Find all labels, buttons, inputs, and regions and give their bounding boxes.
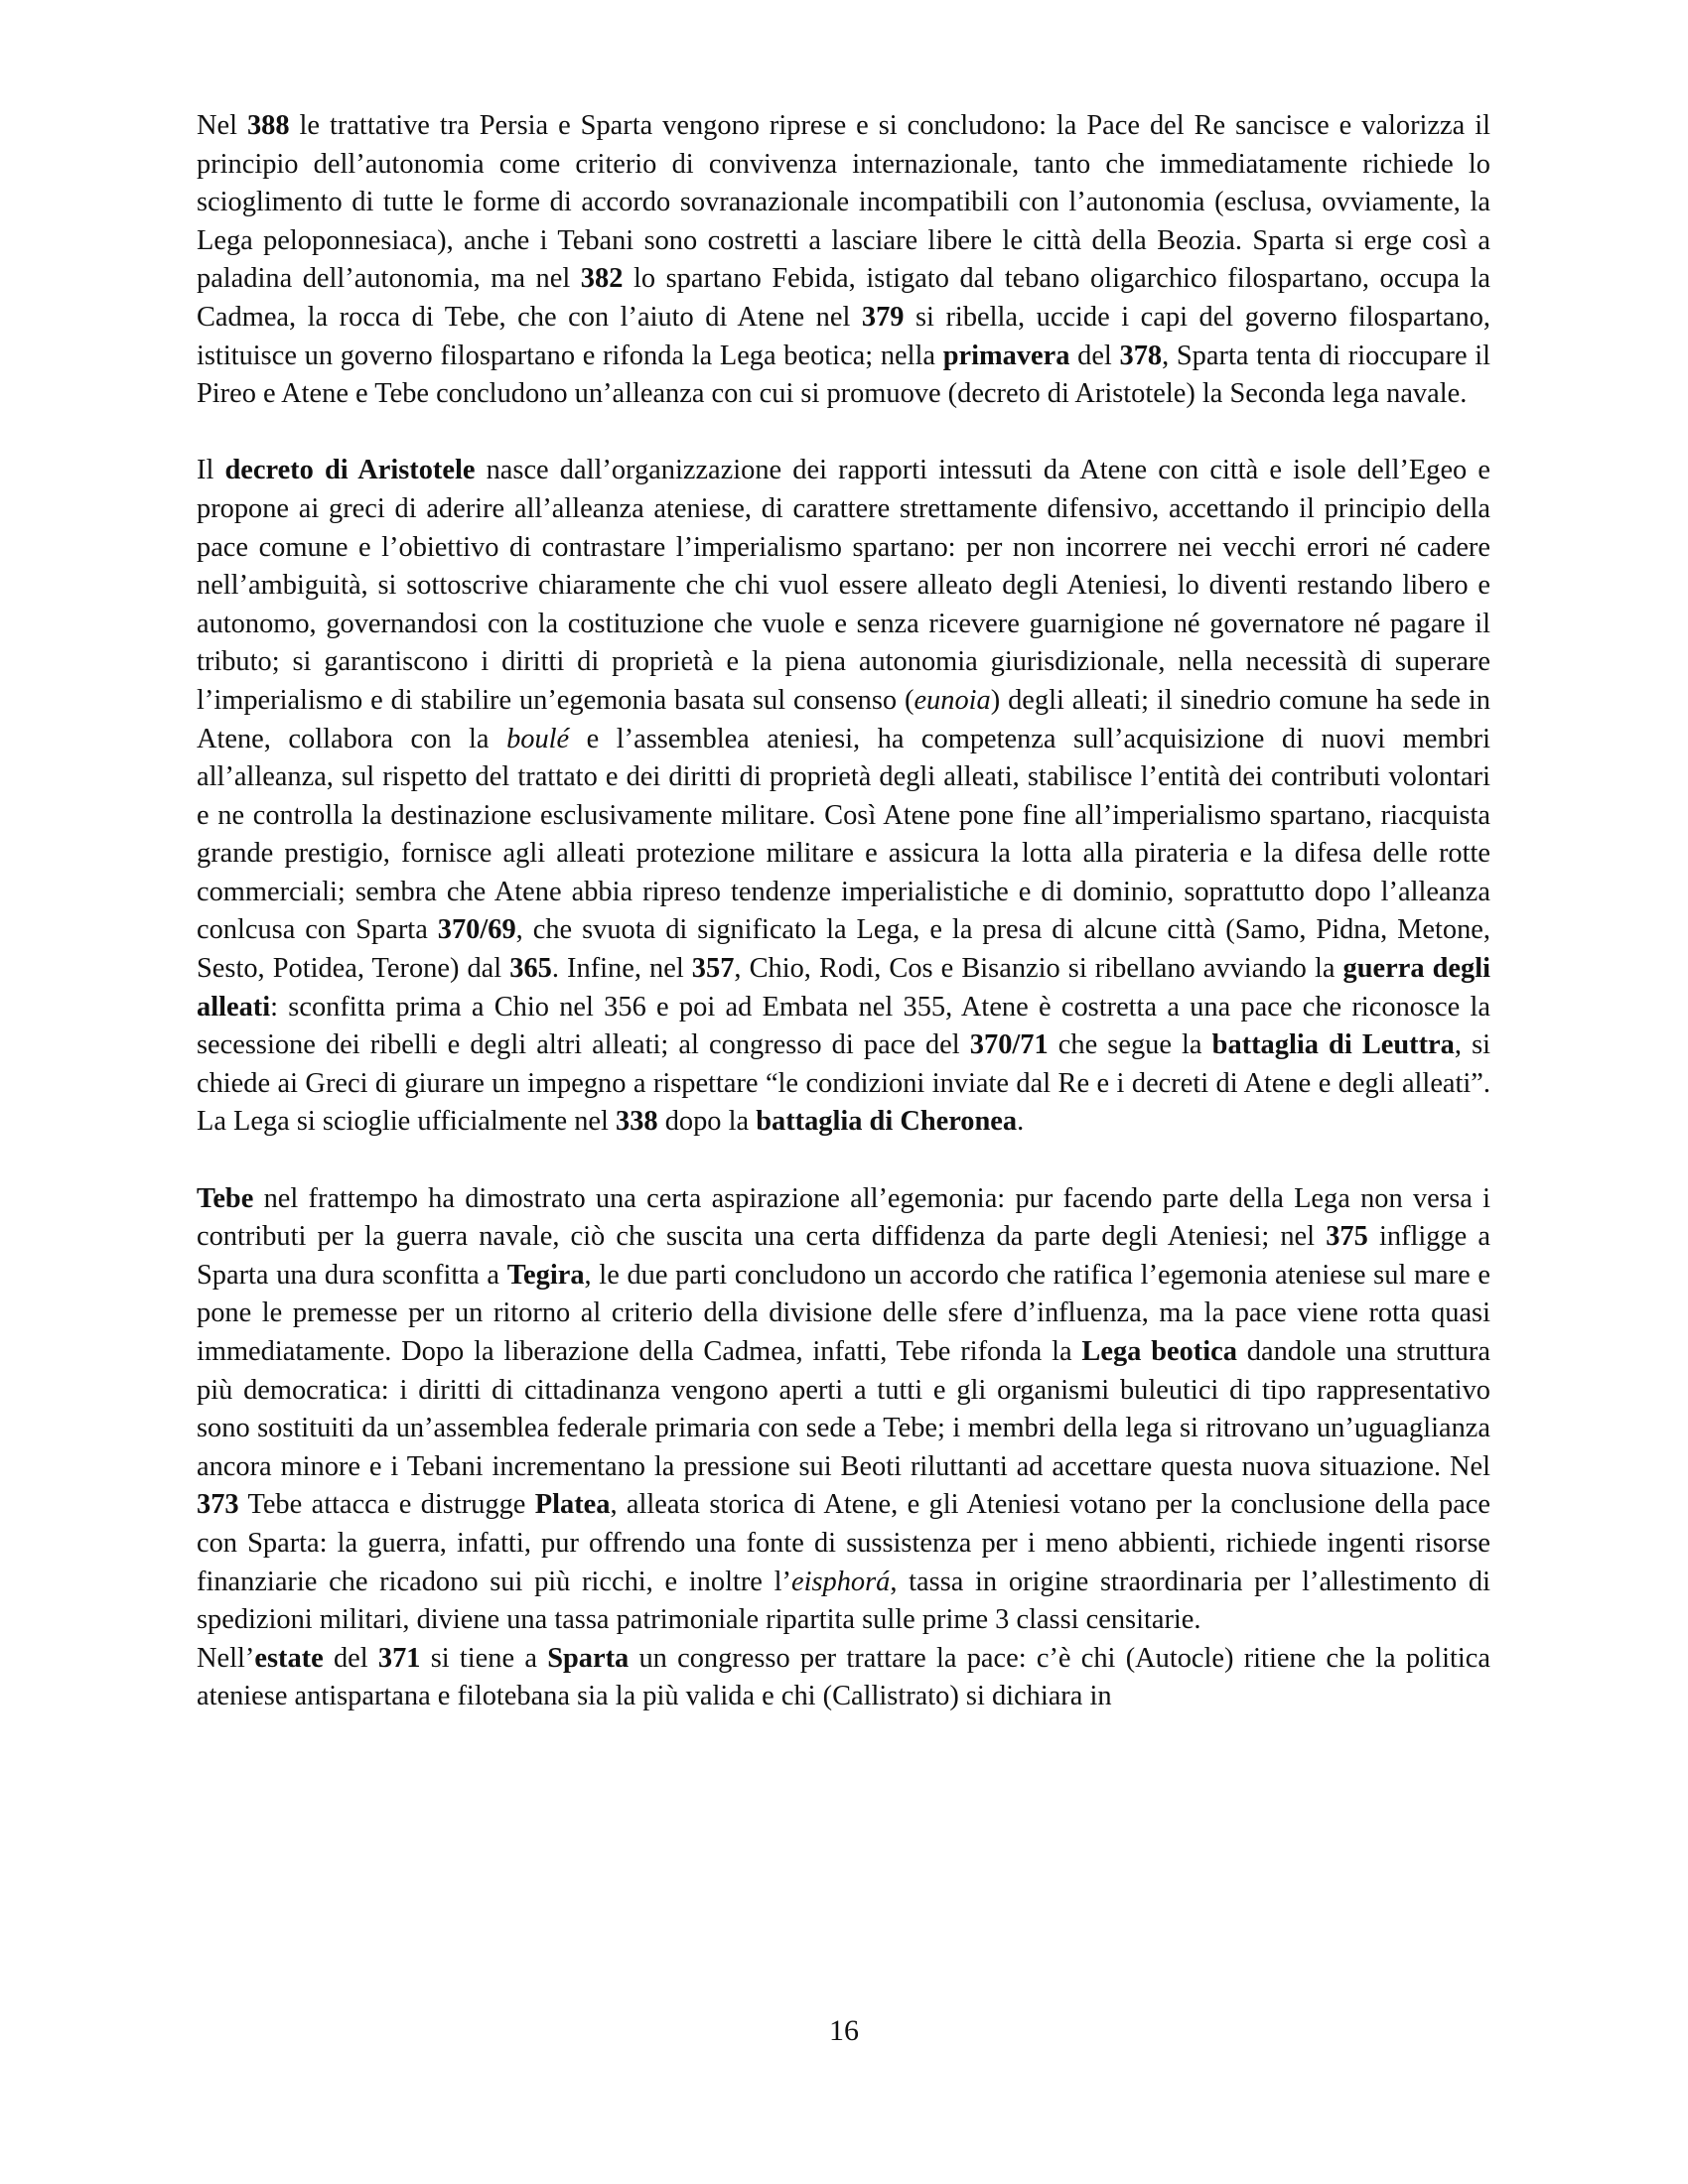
text-run: , Chio, Rodi, Cos e Bisanzio si ribellano avviando la: [734, 953, 1343, 985]
text-run: dandole una struttura più democratica: i diritti di cittadinanza vengono aperti a tutti e gli organismi buleutici di tipo rappresentativo sono sostituiti da un’assemblea federale primaria con sede a Tebe; i membri della lega si ritrovano un’uguaglianza ancora minore e i Tebani incrementano la pressione sui Beoti riluttanti ad accettare questa nuova situazione. Nel: [197, 1336, 1490, 1482]
text-run: un congresso per trattare la pace: c’è chi (Autocle) ritiene che la politica ateniese antispartana e filotebana sia la più valida e chi (Callistrato) si dichiara in: [197, 1642, 1490, 1712]
bold-term: battaglia di Cheronea: [756, 1106, 1018, 1138]
text-run: nasce dall’organizzazione dei rapporti intessuti da Atene con città e isole dell’Egeo e propone ai greci di aderire all’alleanza ateniese, di carattere strettamente difensivo, accettando il principio della pace comune e l’obiettivo di contrastare l’imperialismo spartano: per non incorrere nei vecchi errori né cadere nell’ambiguità, si sottoscrive chiaramente che chi vuol essere alleato degli Ateniesi, lo diventi restando libero e autonomo, governandosi con la costituzione che vuole e senza ricevere guarnigione né governatore né pagare il tributo; si garantiscono i diritti di proprietà e la piena autonomia giurisdizionale, nella necessità di superare l’imperialismo e di stabilire un’egemonia basata sul consenso (: [197, 455, 1490, 716]
text-run: e l’assemblea ateniesi, ha competenza sull’acquisizione di nuovi membri all’alleanza, sul rispetto del trattato e dei diritti di proprietà degli alleati, stabilisce l’entità dei contributi volontari e ne controlla la destinazione esclusivamente militare. Così Atene pone fine all’imperialismo spartano, riacquista grande prestigio, fornisce agli alleati protezione militare e assicura la lotta alla pirateria e la difesa delle rotte commerciali; sembra che Atene abbia ripreso tendenze imperialistiche e di dominio, soprattutto dopo l’alleanza conlcusa con Sparta: [197, 723, 1490, 946]
text-run: , tassa in origine straordinaria per l’allestimento di spedizioni militari, diviene una tassa patrimoniale ripartita sulle prime 3 classi censitarie.: [197, 1566, 1491, 1636]
bold-term: primavera: [942, 340, 1070, 371]
text-run: Nell’: [197, 1642, 255, 1674]
text-run: . Infine, nel: [551, 953, 692, 985]
bold-term: 382: [580, 263, 624, 295]
text-run: , alleata storica di Atene, e gli Ateniesi votano per la conclusione della pace con Sparta: la guerra, infatti, pur offrendo una fonte di sussistenza per i meno abbienti, richiede ingenti risorse finanziarie che ricadono sui più ricchi, e inoltre l’: [197, 1489, 1490, 1597]
text-run: del: [1069, 340, 1120, 371]
text-run: nel frattempo ha dimostrato una certa aspirazione all’egemonia: pur facendo parte della Lega non versa i contributi per la guerra navale, ciò che suscita una certa diffidenza da parte degli Ateniesi; nel: [197, 1182, 1490, 1253]
bold-term: 370/71: [969, 1029, 1049, 1061]
bold-term: Tebe: [197, 1182, 254, 1214]
italic-term: eunoia: [914, 684, 991, 716]
bold-term: estate: [254, 1642, 324, 1674]
bold-term: 338: [616, 1106, 658, 1138]
bold-term: 388: [246, 110, 290, 141]
text-run: ) degli alleati; il sinedrio comune ha sede in Atene, collabora con la: [197, 684, 1490, 754]
bold-term: 371: [377, 1642, 421, 1674]
text-run: infligge a Sparta una dura sconfitta a: [197, 1221, 1491, 1291]
text-run: dopo la: [657, 1106, 757, 1138]
text-run: si ribella, uccide i capi del governo filospartano, istituisce un governo filospartano e rifonda la Lega beotica; nella: [197, 301, 1490, 371]
text-run: le trattative tra Persia e Sparta vengono riprese e si concludono: la Pace del Re sancisce e valorizza il principio dell’autonomia come criterio di convivenza internazionale, tanto che immediatamente richiede lo scioglimento di tutte le forme di accordo sovranazionale incompatibili con l’autonomia (esclusa, ovviamente, la Lega peloponnesiaca), anche i Tebani sono costretti a lasciare libere le città della Beozia. Sparta si erge così a paladina dell’autonomia, ma nel: [197, 110, 1490, 295]
paragraph-gap: [197, 414, 1490, 453]
italic-term: boulé: [506, 723, 570, 754]
bold-term: 373: [197, 1489, 239, 1521]
text-run: , che svuota di significato la Lega, e la presa di alcune città (Samo, Pidna, Metone, Sesto, Potidea, Terone) dal: [197, 914, 1490, 985]
page-content: [197, 107, 1490, 1716]
text-run: che segue la: [1048, 1029, 1212, 1061]
text-run: , Sparta tenta di rioccupare il Pireo e Atene e Tebe concludono un’alleanza con cui si promuove (decreto di Aristotele) la Seconda lega navale.: [197, 340, 1491, 410]
bold-term: 379: [861, 301, 905, 333]
text-run: Tebe attacca e distrugge: [238, 1489, 535, 1521]
bold-term: 365: [509, 953, 552, 985]
italic-term: eisphorá: [790, 1566, 891, 1597]
text-run: .: [1017, 1106, 1025, 1138]
bold-term: decreto di Aristotele: [224, 455, 476, 486]
bold-term: 375: [1326, 1221, 1368, 1253]
bold-term: Platea: [534, 1489, 611, 1521]
bold-term: 378: [1119, 340, 1163, 371]
paragraph-pace-del-re: [197, 107, 1490, 414]
bold-term: Lega beotica: [1081, 1336, 1237, 1367]
bold-term: battaglia di Leuttra: [1211, 1029, 1455, 1061]
bold-term: 357: [691, 953, 735, 985]
paragraph-congresso-sparta: [197, 1640, 1490, 1716]
text-run: del: [323, 1642, 378, 1674]
page-number: 16: [829, 2014, 859, 2047]
text-run: , si chiede ai Greci di giurare un impegno a rispettare “le condizioni inviate dal Re e i decreti di Atene e degli alleati”. La Lega si scioglie ufficialmente nel: [197, 1029, 1491, 1138]
text-run: , le due parti concludono un accordo che ratifica l’egemonia ateniese sul mare e pone le premesse per un ritorno al criterio della divisione delle sfere d’influenza, ma la pace viene rotta quasi immediatamente. Dopo la liberazione della Cadmea, infatti, Tebe rifonda la: [197, 1259, 1490, 1367]
text-run: lo spartano Febida, istigato dal tebano oligarchico filospartano, occupa la Cadmea, la rocca di Tebe, che con l’aiuto di Atene nel: [197, 263, 1490, 333]
bold-term: guerra degli alleati: [197, 953, 1490, 1023]
text-run: : sconfitta prima a Chio nel 356 e poi ad Embata nel 355, Atene è costretta a una pace che riconosce la secessione dei ribelli e degli altri alleati; al congresso di pace del: [197, 991, 1490, 1061]
paragraph-gap: [197, 1142, 1490, 1180]
paragraph-tebe: [197, 1180, 1490, 1640]
bold-term: 370/69: [437, 914, 516, 946]
paragraph-decreto-di-aristotele: [197, 452, 1490, 1142]
text-run: Il: [197, 455, 225, 486]
bold-term: Tegira: [506, 1259, 585, 1291]
text-run: Nel: [197, 110, 247, 141]
bold-term: Sparta: [547, 1642, 630, 1674]
text-run: si tiene a: [420, 1642, 548, 1674]
